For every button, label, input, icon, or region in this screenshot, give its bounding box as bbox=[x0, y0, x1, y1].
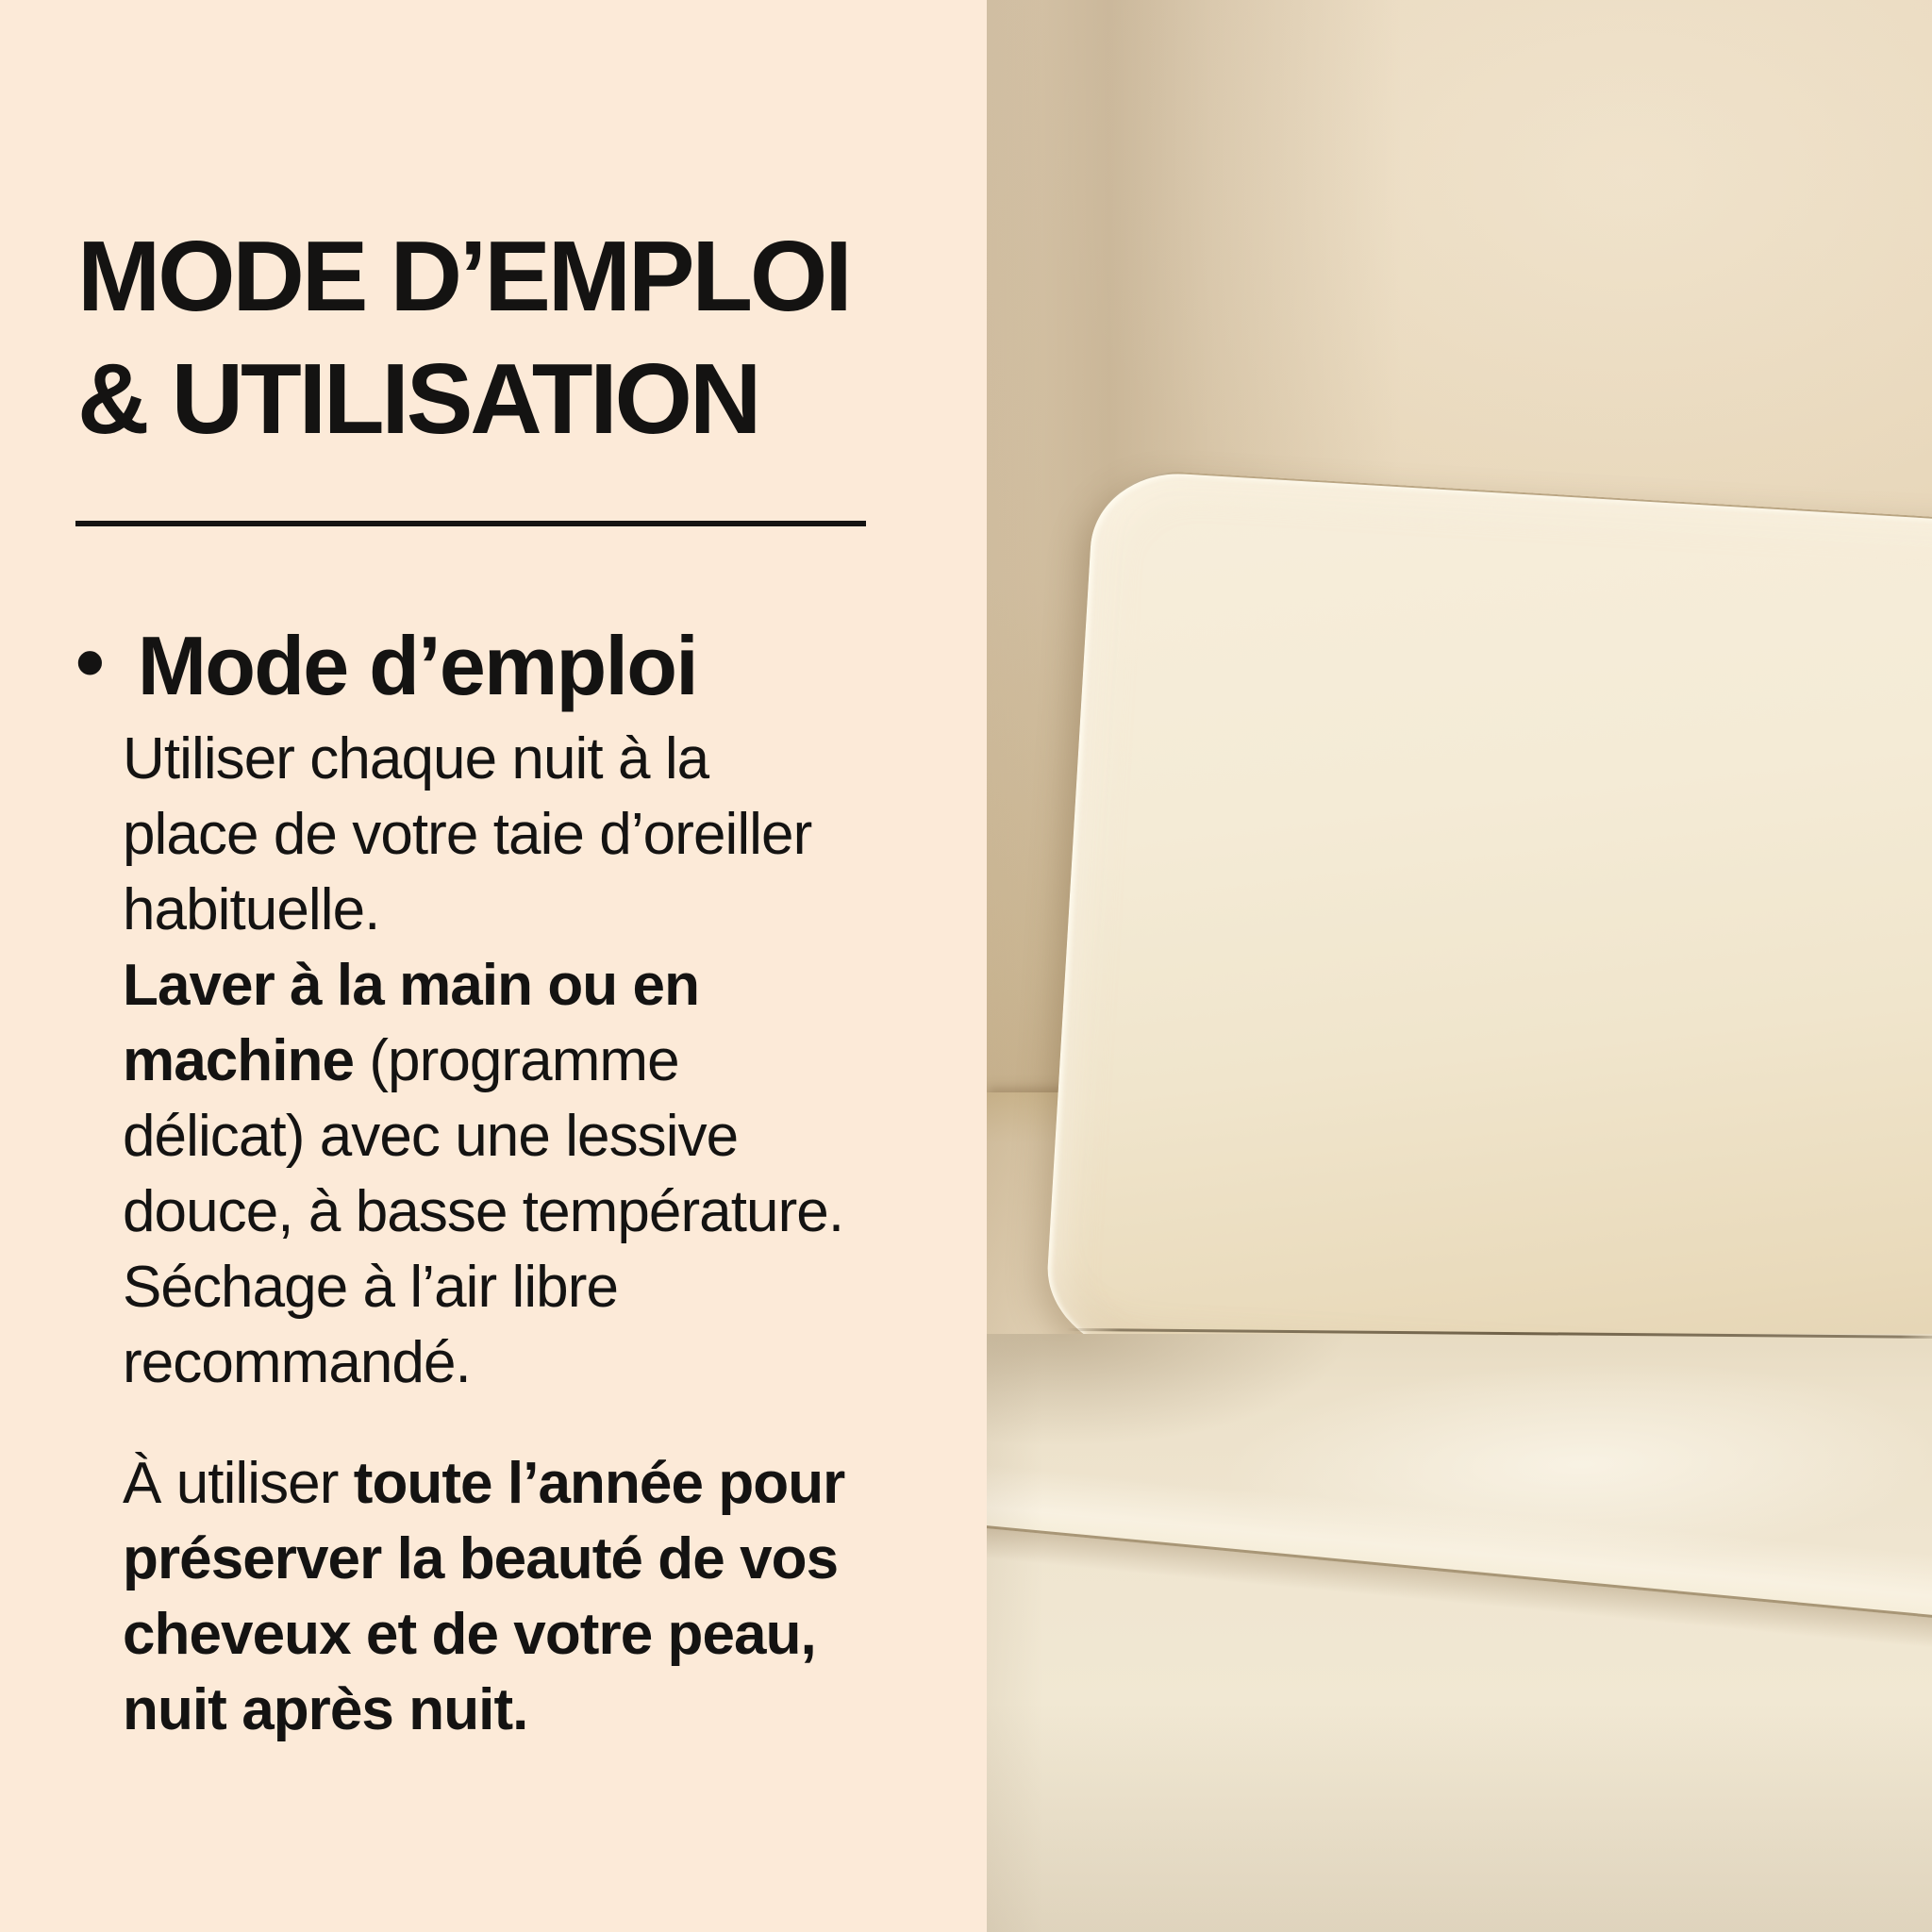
closing-paragraph bbox=[123, 1446, 962, 1748]
text-line: À utiliser toute l’année pour bbox=[123, 1451, 845, 1516]
text-line: préserver la beauté de vos bbox=[123, 1526, 839, 1591]
page-title-line-1: MODE D’EMPLOI bbox=[77, 221, 850, 332]
text-line: délicat) avec une lessive bbox=[123, 1104, 739, 1169]
section-heading bbox=[75, 615, 697, 712]
page-title bbox=[77, 215, 849, 460]
usage-paragraph bbox=[123, 722, 962, 1401]
pillow bbox=[1042, 467, 1932, 1410]
bullet-icon: • bbox=[75, 615, 104, 708]
text-line: place de votre taie d’oreiller bbox=[123, 802, 812, 867]
text-line: Séchage à l’air libre bbox=[123, 1255, 618, 1320]
product-photo bbox=[987, 0, 1932, 1932]
text-line: machine (programme bbox=[123, 1028, 679, 1093]
text-line: habituelle. bbox=[123, 877, 380, 942]
page-title-line-2: & UTILISATION bbox=[77, 343, 759, 455]
divider-rule bbox=[75, 521, 866, 526]
section-heading-label: Mode d’emploi bbox=[137, 619, 697, 712]
text-line: nuit après nuit. bbox=[123, 1677, 528, 1742]
text-line: Laver à la main ou en bbox=[123, 953, 700, 1018]
text-line: douce, à basse température. bbox=[123, 1179, 844, 1244]
text-line: cheveux et de votre peau, bbox=[123, 1602, 816, 1667]
instructions-text bbox=[123, 722, 962, 1748]
text-line: Utiliser chaque nuit à la bbox=[123, 726, 709, 791]
text-line: recommandé. bbox=[123, 1330, 471, 1395]
